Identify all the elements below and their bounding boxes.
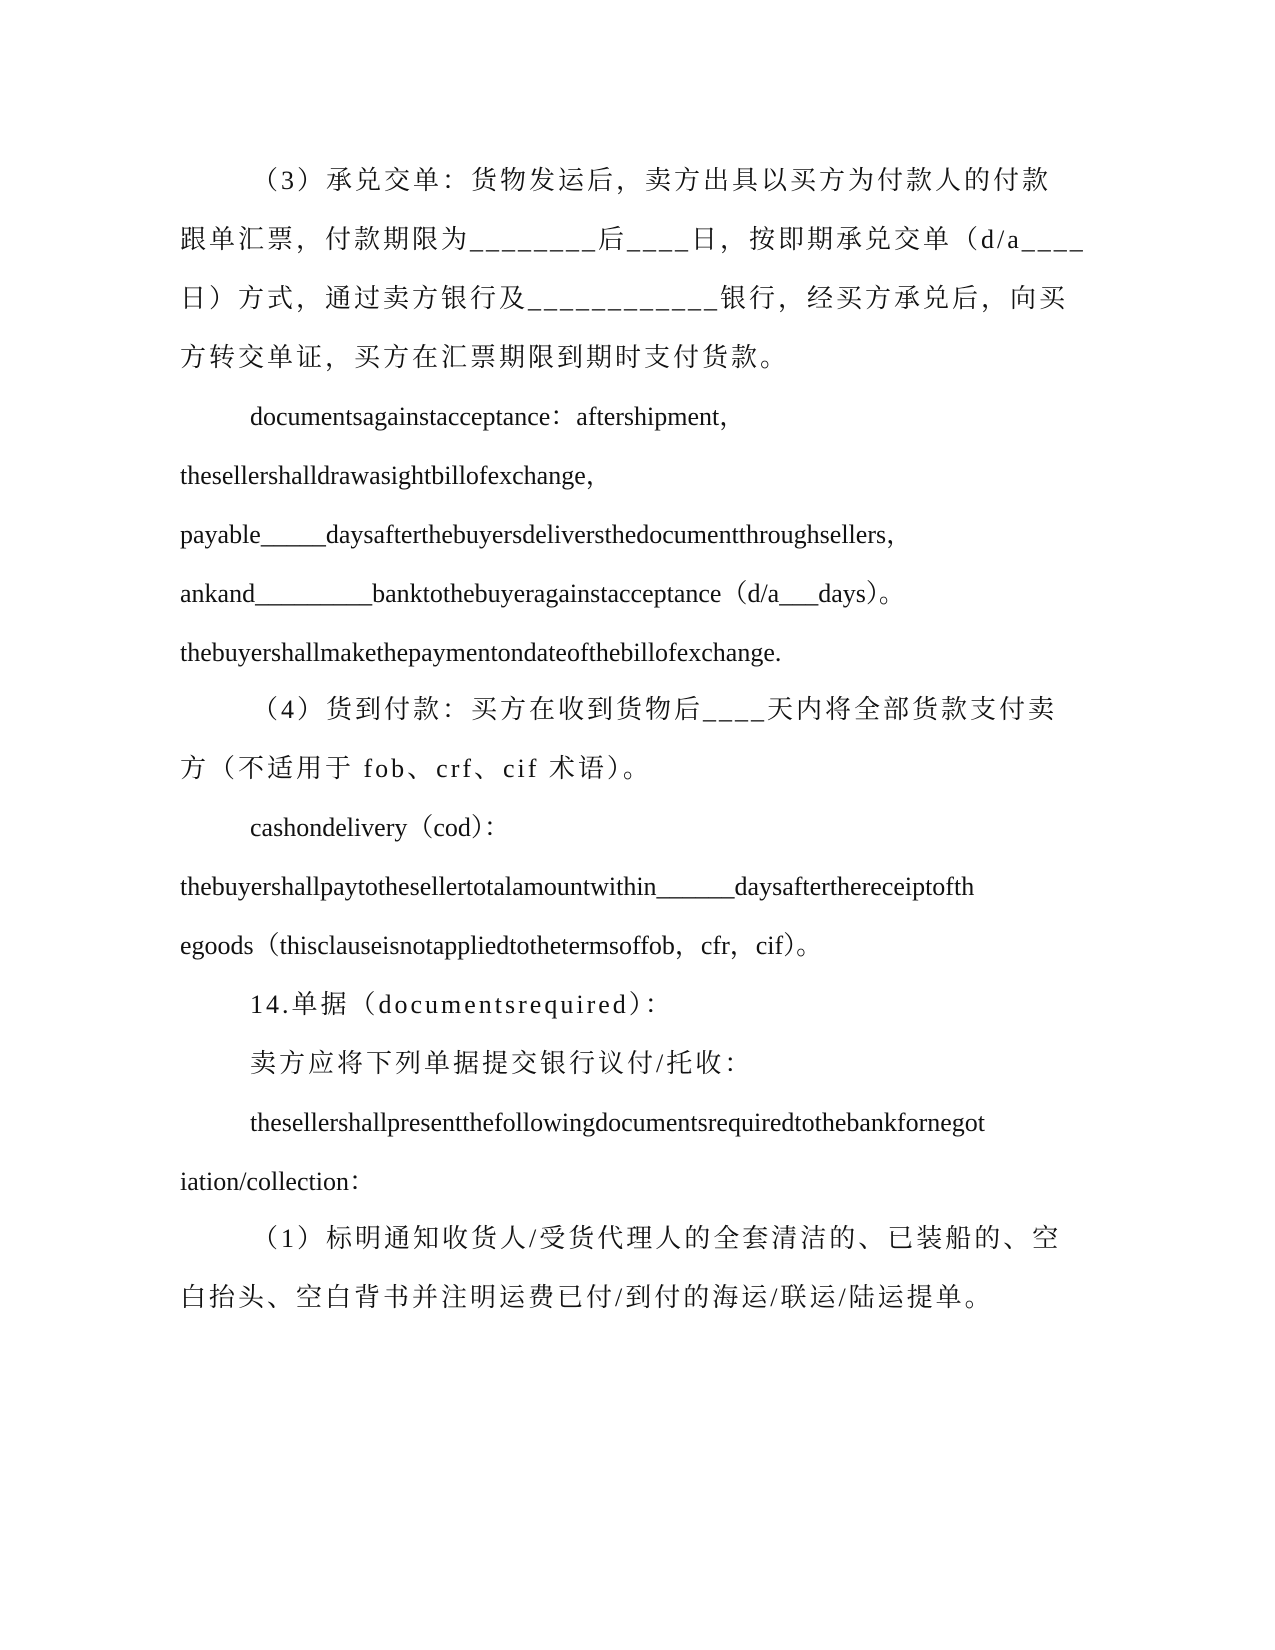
section-14-cn-intro: 卖方应将下列单据提交银行议付/托收：: [250, 1049, 754, 1078]
clause-3-line-2: 跟单汇票，付款期限为________后____日，按即期承兑交单（d/a____: [180, 225, 1086, 254]
clause-3-line-3: 日）方式，通过卖方银行及____________银行，经买方承兑后，向买: [180, 284, 1069, 313]
clause-3-en-line-1: documentsagainstacceptance：aftershipment，: [250, 402, 746, 431]
clause-3-heading-line: （3）承兑交单：货物发运后，卖方出具以买方为付款人的付款: [252, 166, 1052, 195]
document-item-1-line-1: （1）标明通知收货人/受货代理人的全套清洁的、已装船的、空: [252, 1224, 1062, 1253]
clause-3-en-line-3: payable_____daysafterthebuyersdeliversthedocumentthroughsellers，: [180, 520, 913, 549]
clause-4-line-2: 方（不适用于 fob、crf、cif 术语）。: [180, 754, 652, 783]
document-item-1-line-2: 白抬头、空白背书并注明运费已付/到付的海运/联运/陆运提单。: [180, 1283, 994, 1312]
section-14-heading: 14.单据（documentsrequired）：: [250, 990, 674, 1019]
clause-4-en-line-3: egoods（thisclauseisnotappliedtothetermsoffob，cfr，cif）。: [180, 931, 823, 960]
clause-3-en-line-5: thebuyershallmakethepaymentondateofthebillofexchange.: [180, 638, 782, 667]
clause-4-en-line-1: cashondelivery（cod）：: [250, 813, 510, 842]
section-14-en-intro-line-2: iation/collection：: [180, 1167, 375, 1196]
clause-4-heading-line: （4）货到付款：买方在收到货物后____天内将全部货款支付卖: [252, 695, 1058, 724]
clause-4-en-line-2: thebuyershallpaytothesellertotalamountwithin______daysafterthereceiptofth: [180, 872, 975, 901]
clause-3-line-4: 方转交单证，买方在汇票期限到期时支付货款。: [180, 343, 790, 372]
clause-3-en-line-2: thesellershalldrawasightbillofexchange，: [180, 461, 612, 490]
section-14-en-intro-line-1: thesellershallpresentthefollowingdocumentsrequiredtothebankfornegot: [250, 1108, 985, 1137]
clause-3-en-line-4: ankand_________banktothebuyeragainstacceptance（d/a___days）。: [180, 579, 905, 608]
